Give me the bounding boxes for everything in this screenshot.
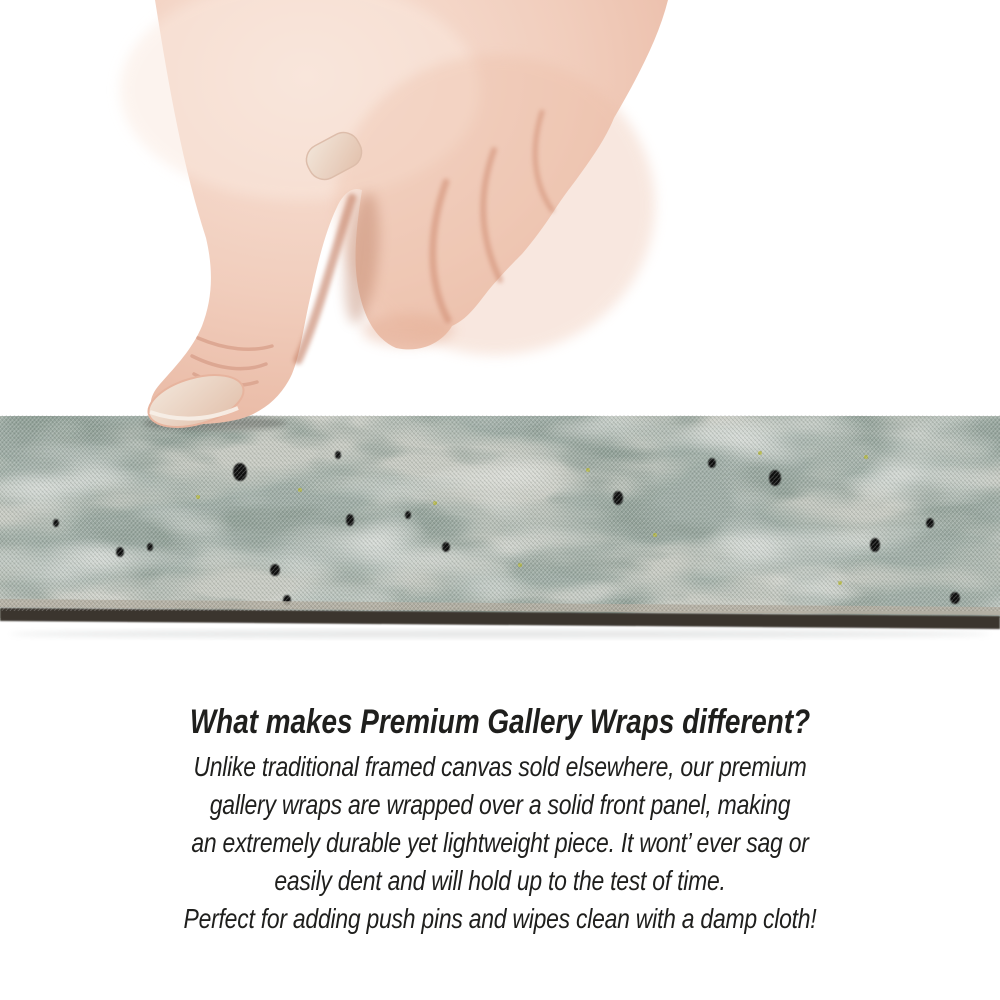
fist-with-thumb-down <box>120 0 668 430</box>
under-edge-shadow <box>10 630 990 638</box>
finger-shading <box>335 55 655 355</box>
body-line-1: Unlike traditional framed canvas sold elsewhere, our premium <box>193 751 807 782</box>
heading: What makes Premium Gallery Wraps different? <box>189 703 811 741</box>
index-knuckle-shadow <box>362 314 454 346</box>
canvas-texture <box>0 416 1000 618</box>
hand-photo <box>0 0 1000 430</box>
body-line-2: gallery wraps are wrapped over a solid front panel, making <box>209 789 791 820</box>
info-text-block <box>90 701 910 938</box>
body-line-5: Perfect for adding push pins and wipes clean with a damp cloth! <box>183 903 817 934</box>
body-line-3: an extremely durable yet lightweight piece. It wont’ ever sag or <box>191 827 809 858</box>
canvas-edge-photo <box>0 415 1000 645</box>
body-line-4: easily dent and will hold up to the test of time. <box>274 865 726 896</box>
